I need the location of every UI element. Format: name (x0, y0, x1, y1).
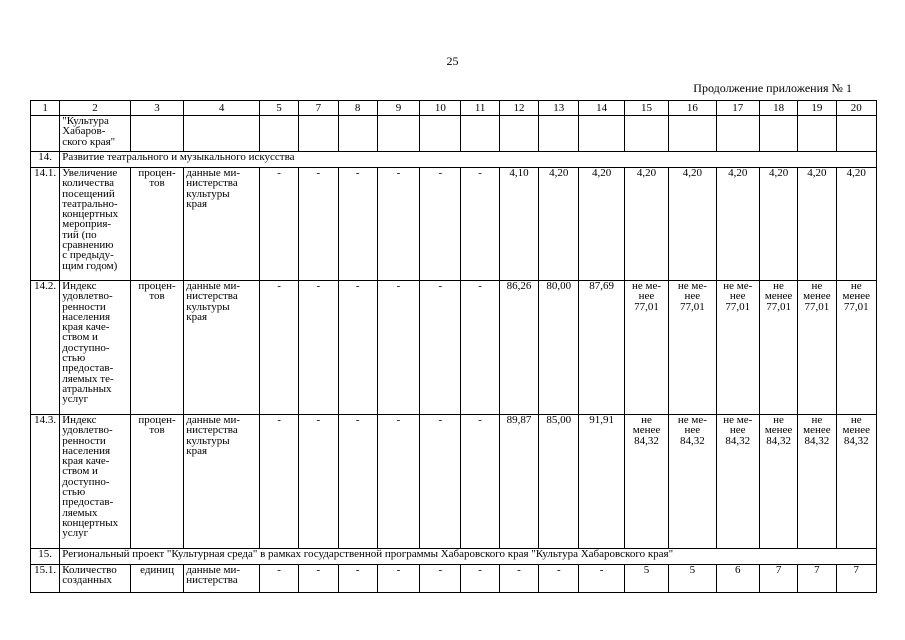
value-cell: не ме- нее 77,01 (716, 281, 759, 415)
empty-cell (130, 116, 183, 152)
value-cell: - (338, 565, 377, 593)
empty-cell (836, 116, 876, 152)
value-cell: 4,20 (669, 168, 716, 281)
column-header: 16 (669, 101, 716, 116)
value-cell: - (259, 168, 298, 281)
value-cell: 80,00 (539, 281, 579, 415)
value-cell: - (377, 415, 419, 549)
column-header: 3 (130, 101, 183, 116)
section-title: Региональный проект "Культурная среда" в рамках государственной программы Хабаровского края "Культура Хабаровского края" (60, 549, 877, 565)
empty-cell (377, 116, 419, 152)
indicators-table (30, 100, 877, 593)
table-row (31, 168, 877, 281)
value-cell: 5 (669, 565, 716, 593)
continued-row (31, 116, 877, 152)
value-cell: не ме- нее 84,32 (716, 415, 759, 549)
value-cell: 4,20 (539, 168, 579, 281)
column-header: 2 (60, 101, 131, 116)
row-number: 14.2. (31, 281, 60, 415)
value-cell: 4,20 (716, 168, 759, 281)
value-cell: - (377, 565, 419, 593)
value-cell: - (579, 565, 624, 593)
row-number: 14.3. (31, 415, 60, 549)
value-cell: 5 (624, 565, 668, 593)
column-header: 15 (624, 101, 668, 116)
value-cell: 7 (836, 565, 876, 593)
column-header: 7 (299, 101, 338, 116)
indicator-name: Количество созданных (60, 565, 131, 593)
value-cell: - (420, 415, 461, 549)
column-header: 1 (31, 101, 60, 116)
empty-cell (499, 116, 538, 152)
section-number: 14. (31, 152, 60, 168)
data-source: данные ми- нистерства культуры края (184, 168, 260, 281)
unit-of-measure: процен- тов (130, 281, 183, 415)
column-header: 19 (798, 101, 836, 116)
row-number (31, 116, 60, 152)
value-cell: 4,20 (836, 168, 876, 281)
data-source: данные ми- нистерства культуры края (184, 281, 260, 415)
empty-cell (539, 116, 579, 152)
value-cell: не менее 77,01 (759, 281, 797, 415)
value-cell: 7 (759, 565, 797, 593)
column-header: 13 (539, 101, 579, 116)
value-cell: - (377, 168, 419, 281)
value-cell: не менее 77,01 (798, 281, 836, 415)
empty-cell (420, 116, 461, 152)
value-cell: 89,87 (499, 415, 538, 549)
value-cell: - (338, 168, 377, 281)
value-cell: 4,10 (499, 168, 538, 281)
empty-cell (759, 116, 797, 152)
value-cell: - (259, 565, 298, 593)
value-cell: 91,91 (579, 415, 624, 549)
column-header: 10 (420, 101, 461, 116)
indicator-name: Индекс удовлетво- ренности населения края каче- ством и доступно- стью предостав- ляемых те- атральных услуг (60, 281, 131, 415)
value-cell: - (259, 281, 298, 415)
data-source: данные ми- нистерства культуры края (184, 415, 260, 549)
table-row (31, 415, 877, 549)
value-cell: - (338, 415, 377, 549)
row-number: 15.1. (31, 565, 60, 593)
value-cell: не менее 84,32 (624, 415, 668, 549)
value-cell: не менее 84,32 (836, 415, 876, 549)
unit-of-measure: процен- тов (130, 168, 183, 281)
value-cell: - (420, 281, 461, 415)
value-cell: - (338, 281, 377, 415)
empty-cell (798, 116, 836, 152)
continuation-label: Продолжение приложения № 1 (693, 81, 852, 95)
value-cell: не ме- нее 84,32 (669, 415, 716, 549)
value-cell: - (299, 168, 338, 281)
column-header: 5 (259, 101, 298, 116)
value-cell: - (461, 168, 499, 281)
value-cell: - (420, 565, 461, 593)
value-cell: - (461, 565, 499, 593)
value-cell: не ме- нее 77,01 (669, 281, 716, 415)
value-cell: не менее 84,32 (759, 415, 797, 549)
column-header: 11 (461, 101, 499, 116)
section-title: Развитие театрального и музыкального искусства (60, 152, 877, 168)
empty-cell (716, 116, 759, 152)
value-cell: 4,20 (759, 168, 797, 281)
data-source: данные ми- нистерства (184, 565, 260, 593)
value-cell: - (461, 281, 499, 415)
value-cell: - (461, 415, 499, 549)
value-cell: - (299, 415, 338, 549)
value-cell: не менее 77,01 (836, 281, 876, 415)
column-header: 9 (377, 101, 419, 116)
empty-cell (338, 116, 377, 152)
column-header: 4 (184, 101, 260, 116)
empty-cell (579, 116, 624, 152)
unit-of-measure: процен- тов (130, 415, 183, 549)
value-cell: 7 (798, 565, 836, 593)
empty-cell (624, 116, 668, 152)
empty-cell (461, 116, 499, 152)
section-row (31, 549, 877, 565)
value-cell: 86,26 (499, 281, 538, 415)
empty-cell (259, 116, 298, 152)
indicator-name: "Культура Хабаров- ского края" (60, 116, 131, 152)
value-cell: - (299, 565, 338, 593)
column-header: 17 (716, 101, 759, 116)
value-cell: не менее 84,32 (798, 415, 836, 549)
value-cell: 6 (716, 565, 759, 593)
column-header: 18 (759, 101, 797, 116)
value-cell: - (377, 281, 419, 415)
column-header: 8 (338, 101, 377, 116)
value-cell: 87,69 (579, 281, 624, 415)
value-cell: не ме- нее 77,01 (624, 281, 668, 415)
value-cell: - (299, 281, 338, 415)
value-cell: 4,20 (624, 168, 668, 281)
section-row (31, 152, 877, 168)
row-number: 14.1. (31, 168, 60, 281)
indicator-name: Индекс удовлетво- ренности населения края каче- ством и доступно- стью предостав- ляемых концертных услуг (60, 415, 131, 549)
section-number: 15. (31, 549, 60, 565)
value-cell: 85,00 (539, 415, 579, 549)
value-cell: - (499, 565, 538, 593)
header-row (31, 101, 877, 116)
page-number: 25 (446, 54, 459, 68)
empty-cell (669, 116, 716, 152)
table-row (31, 281, 877, 415)
column-header: 20 (836, 101, 876, 116)
indicator-name: Увеличение количества посещений театрально- концертных мероприя- тий (по сравнению с предыду- щим годом) (60, 168, 131, 281)
value-cell: 4,20 (798, 168, 836, 281)
value-cell: - (259, 415, 298, 549)
empty-cell (299, 116, 338, 152)
empty-cell (184, 116, 260, 152)
unit-of-measure: единиц (130, 565, 183, 593)
value-cell: - (539, 565, 579, 593)
table-row (31, 565, 877, 593)
column-header: 12 (499, 101, 538, 116)
value-cell: 4,20 (579, 168, 624, 281)
column-header: 14 (579, 101, 624, 116)
value-cell: - (420, 168, 461, 281)
